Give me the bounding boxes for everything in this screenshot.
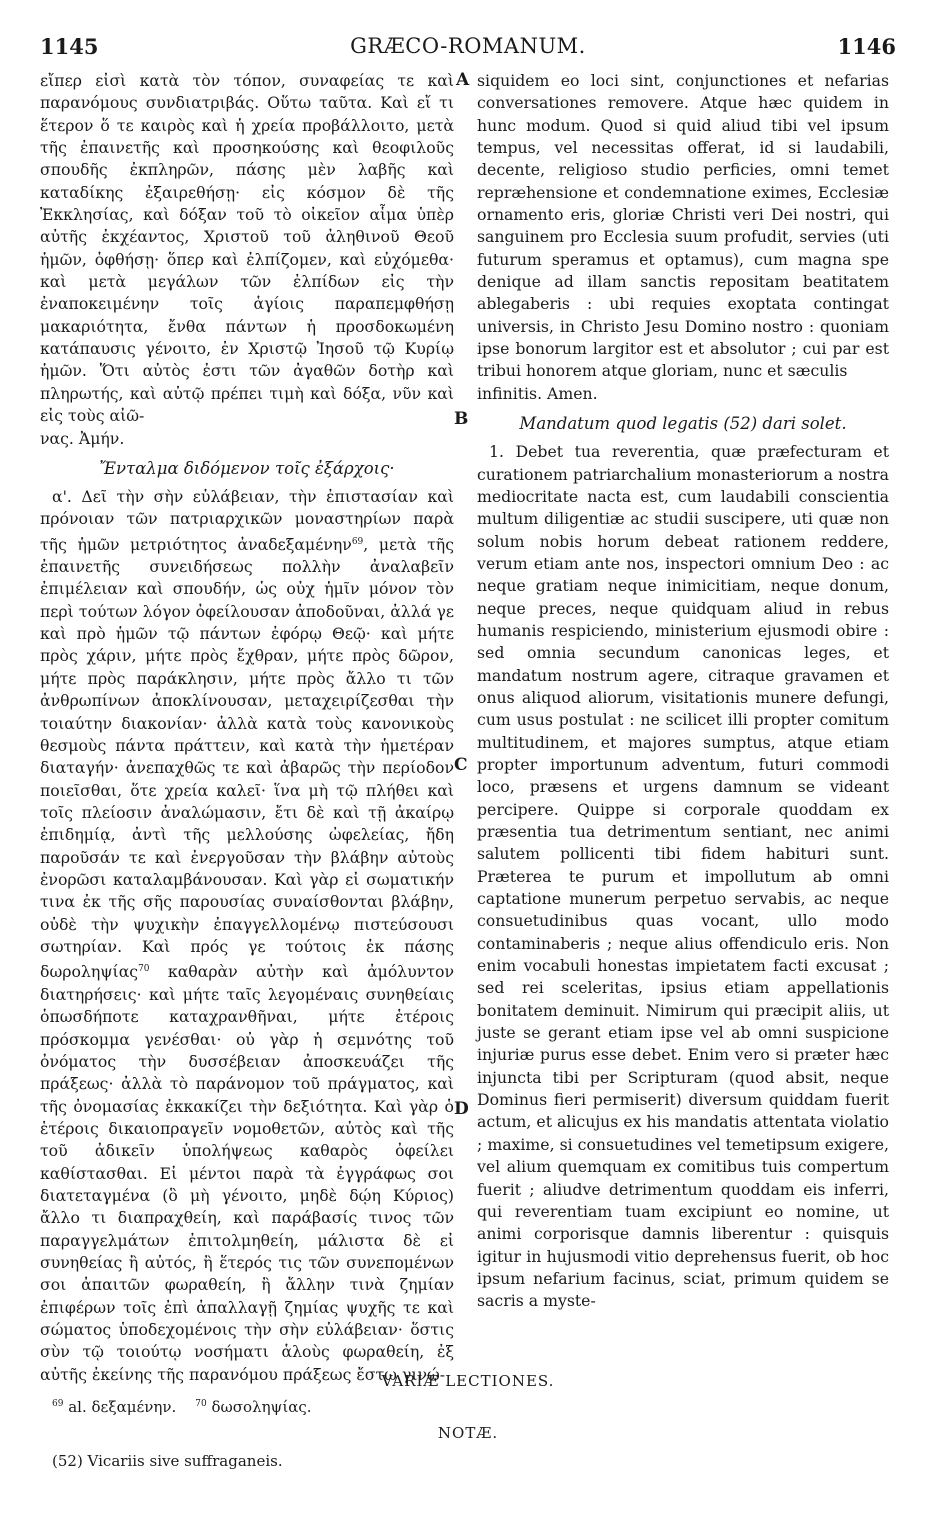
greek-main-text: Δεῖ τὴν σὴν εὐλάβειαν, τὴν ἐπιστασίαν καὶ πρόνοιαν τῶν πατριαρχικῶν μοναστηρίων παρὰ τῆς ἡμῶν μετριότητος ἀναδεξαμένην [40, 486, 454, 554]
greek-main-text-2: , μετὰ τῆς ἐπαινετῆς συνειδήσεως πολλὴν ἀναλαβεῖν ἐπιμέλειαν καὶ σπουδήν, ὡς οὐχ ἡμῖν μόνον τὸν περὶ τούτων λόγον ὀφείλουσαν ἀποδοῦναι, ἀλλά γε καὶ πρὸ ἡμῶν τῷ πάντων ἐφόρῳ Θεῷ· καὶ μήτε πρὸς χάριν, μήτε πρὸς ἔχθραν, μήτε πρὸς δῶρον, μήτε πρὸς παράκλησιν, μήτε πρὸς ἄλλο τι τῶν ἀνθρωπίνων ἀποκλίνουσαν, μεταχειρίζεσθαι τὴν τοιαύτην διακονίαν· ἀλλὰ κατὰ τοὺς κανονικοὺς θεσμοὺς πάντα πράττειν, καὶ κατὰ τὴν ἡμετέραν διαταγήν· ἀνεπαχθῶς τε καὶ ἀβαρῶς τὴν περίοδον ποιεῖσθαι, ὅτε χρεία καλεῖ· ἵνα μὴ τῷ πλήθει καὶ τοῖς πλείοσιν ἀναλώμασιν, ἔτι δὲ καὶ τῇ ἀκαίρῳ ἐπιδημίᾳ, ἀντὶ τῆς μελλούσης ὠφελείας, ἤδη παροῦσάν τε καὶ ἐνεργοῦσαν τὴν βλάβην αὐτοὺς ἐνορῶσι καταλαμβάνουσαν. Καὶ γὰρ εἰ σωματικήν τινα ἐκ τῆς σῆς παρουσίας συναίσθονται βλάβην, οὐδὲ τὴν ψυχικὴν ἐπαγγελλομένῳ πιστεύσουσι σωτηρίαν. Καὶ πρός γε τούτοις ἐκ πάσης δωροληψίας [40, 534, 454, 982]
variant-num-70: 70 [195, 1399, 207, 1409]
notae-title: NOTÆ. [437, 1424, 499, 1442]
greek-intro-last-line: νας. Ἀμήν. [40, 428, 125, 448]
latin-intro-last-line: infinitis. Amen. [477, 383, 598, 403]
variae-lectiones-title: VARIÆ LECTIONES. [381, 1372, 555, 1390]
variant-num-69: 69 [52, 1399, 64, 1409]
margin-marker-c: C [454, 755, 468, 775]
variant-text-69: al. δεξαμένην. [68, 1398, 177, 1416]
page-header [40, 34, 896, 64]
greek-main-paragraph [40, 486, 454, 1386]
greek-intro-paragraph [40, 70, 454, 428]
running-title: GRÆCO-ROMANUM. [350, 34, 586, 58]
margin-marker-a: A [456, 70, 470, 90]
footnote-ref-70: 70 [138, 964, 150, 975]
greek-column [40, 70, 454, 1386]
variant-text-70: δωσοληψίας. [211, 1398, 312, 1416]
latin-section-heading: Mandatum quod legatis (52) dari solet. [519, 414, 847, 434]
page-number-right: 1146 [837, 34, 896, 59]
page-number-left: 1145 [40, 34, 99, 59]
note-52: (52) Vicariis sive suffraganeis. [52, 1452, 283, 1470]
greek-intro-text: εἴπερ εἰσὶ κατὰ τὸν τόπον, συναφείας τε καὶ παρανόμους συνδιατριβάς. Οὕτω ταῦτα. Καὶ εἴ τι ἕτερον ὅ τε καιρὸς καὶ ἡ χρεία προβάλλοιτο, μετὰ τῆς ἐπαινετῆς καὶ προσηκούσης καὶ θεοφιλοῦς σπουδῆς ἐκπληρῶν, πάσης μὲν λαβῆς καὶ καταδίκης ἐξαιρεθήσῃ· εἰς κόσμον δὲ τῆς Ἐκκλησίας, καὶ δόξαν τοῦ τὸ οἰκεῖον αἷμα ὑπὲρ αὐτῆς ἐκχέαντος, Χριστοῦ τοῦ ἀληθινοῦ Θεοῦ ἡμῶν, ὀφθήσῃ· ὅπερ καὶ ἐλπίζομεν, καὶ εὐχόμεθα· καὶ μετὰ μεγάλων τῶν ἐλπίδων εἰς τὴν ἐναποκειμένην τοῖς ἁγίοις παραπεμφθήσῃ μακαριότητα, ἔνθα πάντων ἡ προσδοκωμένη κατάπαυσις γένοιτο, ἐν Χριστῷ Ἰησοῦ τῷ Κυρίῳ ἡμῶν. Ὅτι αὐτὸς ἐστι τῶν ἀγαθῶν δοτὴρ καὶ πληρωτής, καὶ αὐτῷ πρέπει τιμὴ καὶ δόξα, νῦν καὶ εἰς τοὺς αἰῶ- [40, 71, 454, 426]
latin-intro-paragraph [477, 70, 889, 383]
latin-section-number: 1. [489, 442, 504, 462]
greek-section-heading: Ἔνταλμα διδόμενον τοῖς ἐξάρχοις· [99, 458, 395, 478]
latin-main-paragraph [477, 441, 889, 1312]
footnote-ref-69: 69 [351, 536, 364, 547]
margin-marker-d: D [454, 1099, 469, 1119]
latin-intro-text: siquidem eo loci sint, conjunctiones et nefarias conversationes removere. Atque hæc quidem in hunc modum. Quod si quid aliud tibi vel ipsum tempus, vel necessitas offerat, id si laudabili, decente, religioso studio perficies, omni temet repræhensione et condemnatione eximes, Ecclesiæ ornamento eris, gloriæ Christi veri Dei nostri, qui sanguinem pro Ecclesia suum profudit, servies (uti futurum speramus et optamus), cum magna spe denique ad illam sanctis repositam beatitatem ablegaberis : ubi requies exoptata contingat universis, in Christo Jesu Domino nostro : quoniam ipse bonorum largitor est et absolutor ; cui par est tribui honorem atque gloriam, nunc et sæculis [477, 71, 889, 381]
greek-main-text-3: καθαρὰν αὐτὴν καὶ ἀμόλυντον διατηρήσεις· καὶ μήτε ταῖς λεγομέναις συνηθείαις ὁπωσδήποτε καταχρανθῆναι, μήτε ἑτέροις πρόσκομμα γενέσθαι· οὐ γὰρ ἡ σεμνότης τοῦ ὀνόματος τὴν δυσσέβειαν ἀποσκευάζει τῆς πράξεως· ἀλλὰ τὸ παράνομον τοῦ πράγματος, καὶ τῆς ὀνομασίας ἐκκακίζει τὴν δεξιότητα. Καὶ γὰρ ὁ ἑτέροις δικαιοπραγεῖν νομοθετῶν, αὐτὸς καὶ τῆς τοῦ ἀδικεῖν ὑπολήψεως καθαρὸς ὀφείλει καθίστασθαι. Εἰ μέντοι παρὰ τὰ ἐγγράφως σοι διατεταγμένα (ὃ μὴ γένοιτο, μηδὲ δῴη Κύριος) ἄλλο τι διαπραχθείη, καὶ παράβασίς τινος τῶν παραγγελμάτων ἐπιτολμηθείη, μάλιστα δὲ εἰ συνηθείας ἢ αὐτός, ἢ ἕτερός τις τῶν συνεπομένων σοι ἀπαιτῶν φωραθείη, ἢ ἄλλην τινὰ ζημίαν ἐπιφέρων τοῖς ἐπὶ ἀπαλλαγῇ ζημίας ψυχῆς τε καὶ σώματος ὑποδεχομένοις τὴν σὴν εὐλάβειαν· ὅστις σὺν τῷ τοιούτῳ νοσήματι ἁλοὺς φωραθείη, ἐξ αὐτῆς ἐκείνης τῆς παρανόμου πράξεως ἔστω γινώ- [40, 962, 454, 1384]
greek-section-number: α'. [52, 486, 72, 506]
variant-readings [52, 1398, 312, 1416]
latin-main-text: Debet tua reverentia, quæ præfecturam et curationem patriarchalium monasteriorum a nostra mediocritate nacta est, cum laudabili conscientia multum diligentiæ ac studii suscipere, uti quæ non solum nobis horum debeat rationem reddere, verum etiam ante nos, inspectori omnium Deo : ac neque gratiam neque inimicitiam, neque donum, neque preces, neque quidquam aliud in rebus humanis respiciendo, ministerium ejusmodi obire : sed omnia secundum canonicas leges, et mandatum nostrum agere, citraque gravamen et onus aliquod aliorum, visitationis munere defungi, cum usus postulat : ne scilicet illi propter comitum multitudinem, et majores sumptus, atque etiam propter importunum adventum, futuri commodi loco, præsens et urgens damnum se videant percipere. Quippe si corporale quoddam ex præsentia tua detrimentum sentiant, nec animi salutem pollicenti tibi fidem habituri sunt. Præterea te purum et impollutum ab omni captatione munerum perpetuo servabis, ac neque consuetudinibus quas vocant, ullo modo contaminaberis ; neque alius offendiculo eris. Non enim vocabuli honestas impietatem facti excusat ; sed rei sceleritas, ipsius etiam appellationis bonitatem deminuit. Nimirum qui præcipit aliis, ut juste se gerant etiam ipse vel ab omni suspicione injuriæ purus esse debet. Enim vero si præter hæc injuncta tibi per Scripturam (quod absit, neque Dominus fieri permiserit) diversum quiddam fuerit actum, et alicujus ex his mandatis attentata violatio ; maxime, si consuetudines vel temetipsum exigere, vel alium quemquam ex comitibus tuis compertum fuerit ; aliudve detrimentum quoddam eis inferri, qui reverentiam tuam excipiunt eo nomine, ut animi corporisque damnis liberentur : quisquis igitur in hujusmodi vitio deprehensus fuerit, ob hoc ipsum nefarium facinus, sciat, primum quidem se sacris a myste- [477, 442, 889, 1311]
margin-marker-b: B [454, 409, 469, 429]
latin-column [477, 70, 889, 1313]
